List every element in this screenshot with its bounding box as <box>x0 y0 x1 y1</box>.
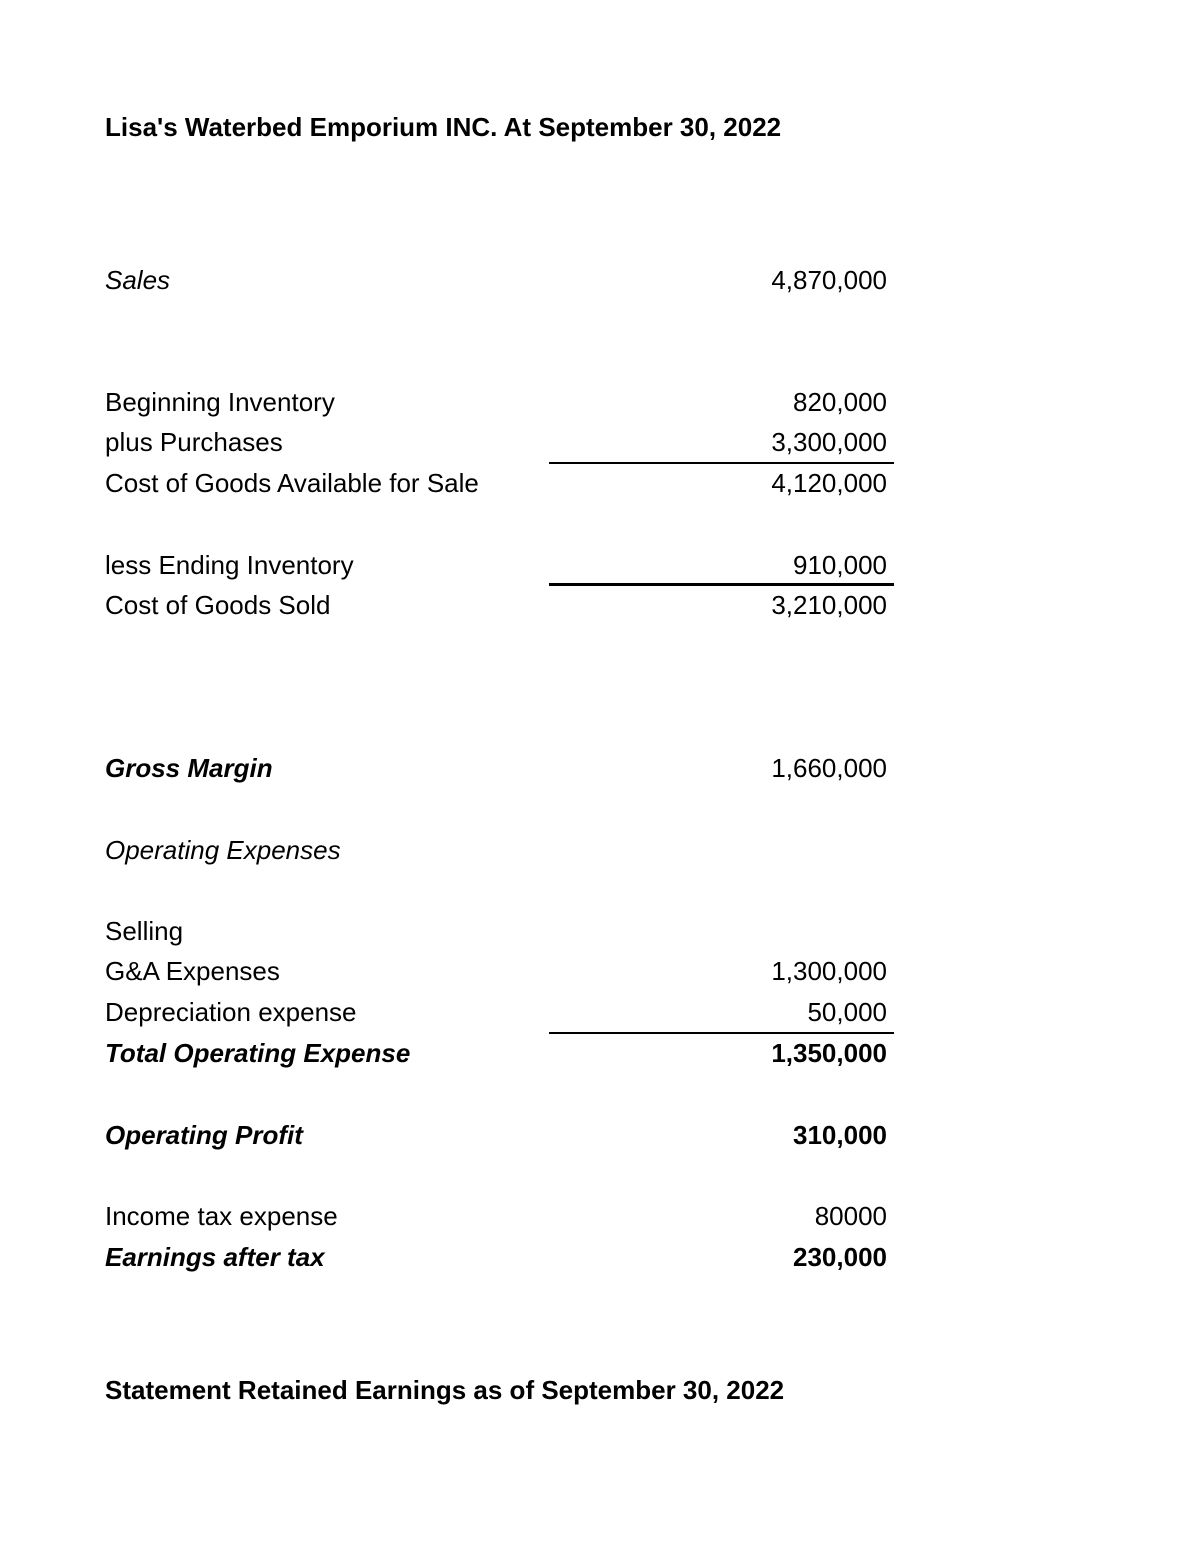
selling-label: Selling <box>105 916 184 946</box>
purchases-value: 3,300,000 <box>771 427 887 457</box>
operating-expenses-heading: Operating Expenses <box>105 835 341 865</box>
cost-available-label: Cost of Goods Available for Sale <box>105 468 479 498</box>
earnings-after-tax-row <box>105 1237 887 1277</box>
cogs-row <box>105 585 887 625</box>
sales-value: 4,870,000 <box>771 265 887 295</box>
ga-expenses-label: G&A Expenses <box>105 956 280 986</box>
income-tax-label: Income tax expense <box>105 1201 338 1231</box>
purchases-row <box>105 422 887 462</box>
gross-margin-label: Gross Margin <box>105 753 273 783</box>
operating-profit-value: 310,000 <box>793 1120 887 1150</box>
total-operating-expense-value: 1,350,000 <box>771 1038 887 1068</box>
ending-inventory-value: 910,000 <box>793 550 887 580</box>
operating-expenses-heading-row <box>105 830 887 870</box>
total-operating-expense-label: Total Operating Expense <box>105 1038 411 1068</box>
ending-inventory-label: less Ending Inventory <box>105 550 354 580</box>
cost-available-row <box>105 463 887 503</box>
sales-row <box>105 260 887 300</box>
earnings-after-tax-label: Earnings after tax <box>105 1242 325 1272</box>
beginning-inventory-label: Beginning Inventory <box>105 387 335 417</box>
gross-margin-value: 1,660,000 <box>771 753 887 783</box>
income-tax-value: 80000 <box>814 1201 887 1231</box>
cogs-label: Cost of Goods Sold <box>105 590 331 620</box>
operating-profit-label: Operating Profit <box>105 1120 303 1150</box>
retained-earnings-title: Statement Retained Earnings as of September 30, 2022 <box>105 1375 785 1405</box>
earnings-after-tax-value: 230,000 <box>793 1242 887 1272</box>
sales-label: Sales <box>105 265 171 295</box>
selling-row <box>105 911 887 951</box>
income-tax-row <box>105 1196 887 1236</box>
purchases-label: plus Purchases <box>105 427 283 457</box>
cost-available-value: 4,120,000 <box>771 468 887 498</box>
beginning-inventory-row <box>105 382 887 422</box>
depreciation-row <box>105 992 887 1032</box>
total-operating-expense-row <box>105 1033 887 1073</box>
gross-margin-row <box>105 748 887 788</box>
cogs-value: 3,210,000 <box>771 590 887 620</box>
beginning-inventory-value: 820,000 <box>793 387 887 417</box>
ga-expenses-value: 1,300,000 <box>771 956 887 986</box>
statement-title: Lisa's Waterbed Emporium INC. At September 30, 2022 <box>105 112 782 142</box>
ga-expenses-row <box>105 951 887 991</box>
depreciation-label: Depreciation expense <box>105 997 357 1027</box>
operating-profit-row <box>105 1115 887 1155</box>
depreciation-value: 50,000 <box>807 997 887 1027</box>
ending-inventory-row <box>105 545 887 585</box>
